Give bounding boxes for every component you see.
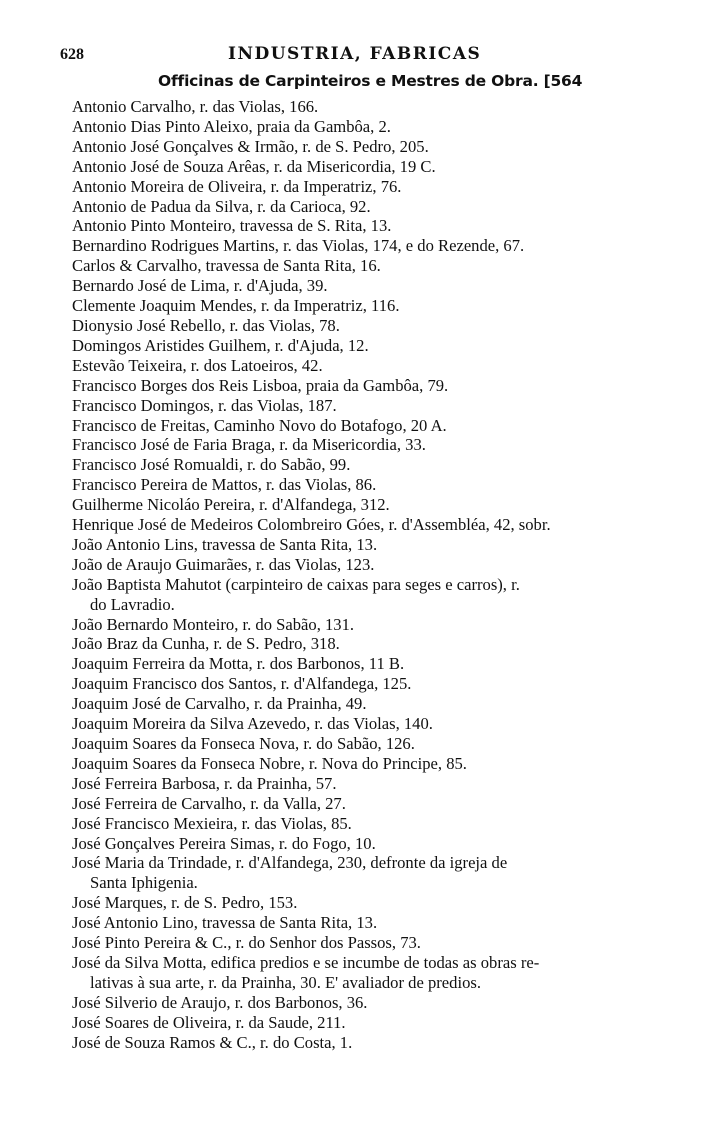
entry-line: Joaquim Ferreira da Motta, r. dos Barbonos, 11 B. <box>72 654 405 674</box>
entry-line: Guilherme Nicoláo Pereira, r. d'Alfandega, 312. <box>72 495 390 515</box>
entry-line: José Pinto Pereira & C., r. do Senhor dos Passos, 73. <box>72 933 421 953</box>
entry-line: José Marques, r. de S. Pedro, 153. <box>72 893 298 913</box>
page-header <box>60 44 640 68</box>
entry-line: José Maria da Trindade, r. d'Alfandega, 230, defronte da igreja de <box>72 853 508 873</box>
entry-line: José Gonçalves Pereira Simas, r. do Fogo, 10. <box>72 833 376 853</box>
entry-line: Francisco Domingos, r. das Violas, 187. <box>72 395 337 415</box>
entry-line: João Baptista Mahutot (carpinteiro de caixas para seges e carros), r. <box>72 574 520 594</box>
entry-line: Dionysio José Rebello, r. das Violas, 78. <box>72 315 340 335</box>
entry-line: Antonio José de Souza Arêas, r. da Misericordia, 19 C. <box>72 156 436 176</box>
entry-list <box>72 97 642 1053</box>
entry-continuation-line: Santa Iphigenia. <box>90 873 198 893</box>
entry-line: João Bernardo Monteiro, r. do Sabão, 131. <box>72 614 355 634</box>
entry-continuation-line: lativas à sua arte, r. da Prainha, 30. E' avaliador de predios. <box>90 972 481 992</box>
entry-line: Francisco Borges dos Reis Lisboa, praia da Gambôa, 79. <box>72 375 449 395</box>
entry-line: Bernardo José de Lima, r. d'Ajuda, 39. <box>72 276 328 296</box>
entry-line: Antonio de Padua da Silva, r. da Carioca, 92. <box>72 196 371 216</box>
page-number: 628 <box>60 46 84 63</box>
entry-line: Henrique José de Medeiros Colombreiro Góes, r. d'Assembléa, 42, sobr. <box>72 515 551 535</box>
entry-line: José Soares de Oliveira, r. da Saude, 211. <box>72 1012 346 1032</box>
entry-line: Francisco Pereira de Mattos, r. das Violas, 86. <box>72 475 377 495</box>
entry-line: José da Silva Motta, edifica predios e se incumbe de todas as obras re- <box>72 952 540 972</box>
entry-line: José Ferreira Barbosa, r. da Prainha, 57. <box>72 773 337 793</box>
entry-line: Joaquim Moreira da Silva Azevedo, r. das Violas, 140. <box>72 714 433 734</box>
entry-line: Antonio Moreira de Oliveira, r. da Imperatriz, 76. <box>72 176 402 196</box>
running-title: INDUSTRIA, FABRICAS <box>228 44 482 64</box>
entry-line: Domingos Aristides Guilhem, r. d'Ajuda, 12. <box>72 335 369 355</box>
entry-line: José Francisco Mexieira, r. das Violas, 85. <box>72 813 352 833</box>
entry-line: Joaquim Soares da Fonseca Nova, r. do Sabão, 126. <box>72 734 415 753</box>
entry-line: Joaquim Soares da Fonseca Nobre, r. Nova do Principe, 85. <box>72 753 467 773</box>
entry-line: Antonio Dias Pinto Aleixo, praia da Gambôa, 2. <box>72 116 391 136</box>
entry-line: Clemente Joaquim Mendes, r. da Imperatriz, 116. <box>72 296 400 316</box>
entry-line: José Antonio Lino, travessa de Santa Rita, 13. <box>72 913 378 933</box>
entry-line: João de Araujo Guimarães, r. das Violas, 123. <box>72 554 375 574</box>
entry-line: Antonio José Gonçalves & Irmão, r. de S. Pedro, 205. <box>72 136 429 156</box>
entry-line: Antonio Carvalho, r. das Violas, 166. <box>72 97 319 116</box>
entry-line: Francisco de Freitas, Caminho Novo do Botafogo, 20 A. <box>72 415 447 435</box>
entry-line: Joaquim Francisco dos Santos, r. d'Alfandega, 125. <box>72 674 412 694</box>
entry-line: Carlos & Carvalho, travessa de Santa Rita, 16. <box>72 256 381 276</box>
entry-line: Francisco José de Faria Braga, r. da Misericordia, 33. <box>72 435 426 455</box>
entry-line: João Braz da Cunha, r. de S. Pedro, 318. <box>72 634 340 654</box>
entry-line: João Antonio Lins, travessa de Santa Rita, 13. <box>72 534 378 554</box>
entry-line: Antonio Pinto Monteiro, travessa de S. Rita, 13. <box>72 216 392 236</box>
entry-line: Estevão Teixeira, r. dos Latoeiros, 42. <box>72 355 323 375</box>
entry-continuation-line: do Lavradio. <box>90 594 175 614</box>
entry-line: José de Souza Ramos & C., r. do Costa, 1. <box>72 1032 353 1052</box>
section-title: Officinas de Carpinteiros e Mestres de Obra. [564 <box>158 72 583 90</box>
entry-line: Joaquim José de Carvalho, r. da Prainha, 49. <box>72 694 367 714</box>
entry-line: Francisco José Romualdi, r. do Sabão, 99. <box>72 455 351 475</box>
entry-line: José Silverio de Araujo, r. dos Barbonos, 36. <box>72 992 368 1012</box>
entry-line: José Ferreira de Carvalho, r. da Valla, 27. <box>72 793 346 813</box>
entry-line: Bernardino Rodrigues Martins, r. das Violas, 174, e do Rezende, 67. <box>72 236 525 256</box>
